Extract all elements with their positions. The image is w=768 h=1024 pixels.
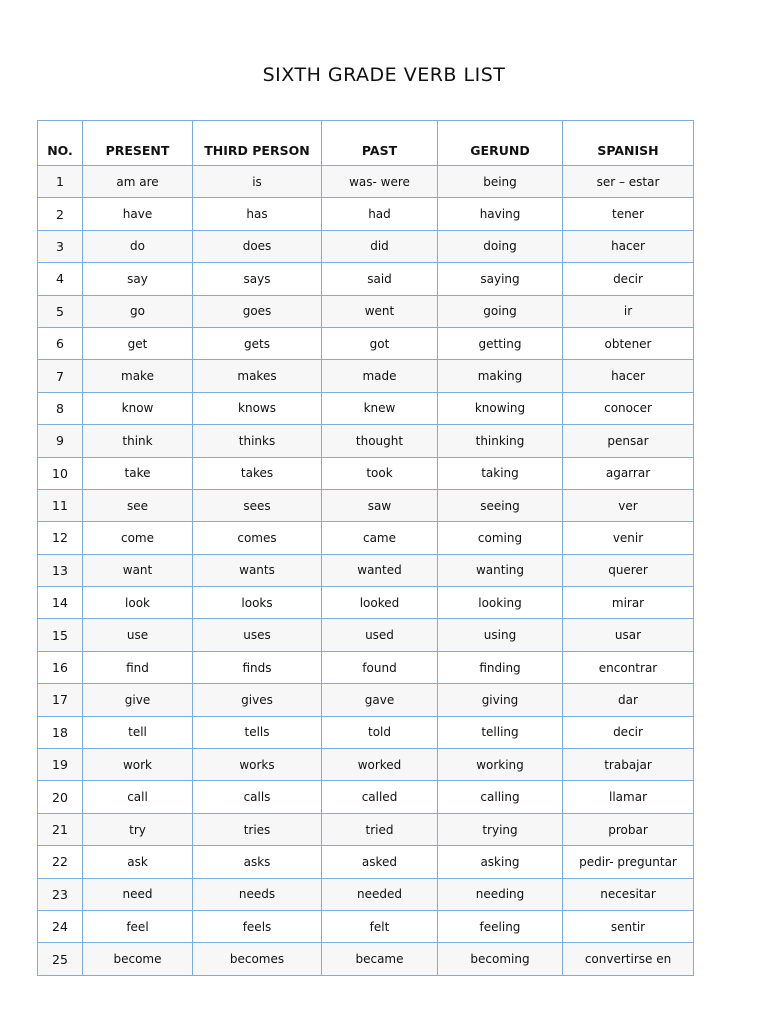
table-row	[38, 878, 694, 910]
cell-gerund: finding	[438, 651, 563, 683]
table-row	[38, 651, 694, 683]
verb-table	[37, 120, 694, 976]
cell-third-person: feels	[193, 910, 322, 942]
cell-past: knew	[322, 392, 438, 424]
cell-present: think	[83, 425, 193, 457]
table-row	[38, 360, 694, 392]
cell-spanish: trabajar	[563, 749, 694, 781]
cell-third-person: asks	[193, 846, 322, 878]
cell-gerund: telling	[438, 716, 563, 748]
cell-gerund: taking	[438, 457, 563, 489]
cell-spanish: mirar	[563, 587, 694, 619]
cell-present: make	[83, 360, 193, 392]
cell-gerund: being	[438, 166, 563, 198]
header-past: PAST	[322, 121, 438, 166]
cell-gerund: trying	[438, 813, 563, 845]
table-row	[38, 489, 694, 521]
cell-past: got	[322, 327, 438, 359]
cell-gerund: coming	[438, 522, 563, 554]
cell-past: used	[322, 619, 438, 651]
cell-gerund: knowing	[438, 392, 563, 424]
table-row	[38, 295, 694, 327]
cell-spanish: ir	[563, 295, 694, 327]
cell-number: 20	[38, 781, 83, 813]
table-row	[38, 716, 694, 748]
cell-third-person: comes	[193, 522, 322, 554]
header-present: PRESENT	[83, 121, 193, 166]
cell-number: 10	[38, 457, 83, 489]
cell-past: gave	[322, 684, 438, 716]
cell-present: want	[83, 554, 193, 586]
cell-spanish: pensar	[563, 425, 694, 457]
cell-past: felt	[322, 910, 438, 942]
cell-present: call	[83, 781, 193, 813]
cell-past: worked	[322, 749, 438, 781]
cell-present: work	[83, 749, 193, 781]
cell-past: said	[322, 263, 438, 295]
cell-third-person: works	[193, 749, 322, 781]
table-row	[38, 554, 694, 586]
cell-gerund: using	[438, 619, 563, 651]
cell-past: wanted	[322, 554, 438, 586]
cell-gerund: having	[438, 198, 563, 230]
cell-gerund: wanting	[438, 554, 563, 586]
cell-number: 23	[38, 878, 83, 910]
cell-spanish: necesitar	[563, 878, 694, 910]
cell-present: have	[83, 198, 193, 230]
cell-third-person: needs	[193, 878, 322, 910]
cell-gerund: giving	[438, 684, 563, 716]
cell-third-person: has	[193, 198, 322, 230]
cell-spanish: probar	[563, 813, 694, 845]
cell-spanish: obtener	[563, 327, 694, 359]
cell-spanish: ver	[563, 489, 694, 521]
cell-spanish: llamar	[563, 781, 694, 813]
cell-number: 21	[38, 813, 83, 845]
table-row	[38, 587, 694, 619]
cell-third-person: looks	[193, 587, 322, 619]
table-row	[38, 230, 694, 262]
cell-gerund: asking	[438, 846, 563, 878]
cell-present: take	[83, 457, 193, 489]
cell-third-person: tells	[193, 716, 322, 748]
cell-number: 13	[38, 554, 83, 586]
cell-present: get	[83, 327, 193, 359]
cell-spanish: hacer	[563, 230, 694, 262]
cell-gerund: needing	[438, 878, 563, 910]
cell-present: look	[83, 587, 193, 619]
cell-third-person: thinks	[193, 425, 322, 457]
cell-past: did	[322, 230, 438, 262]
cell-present: am are	[83, 166, 193, 198]
cell-present: come	[83, 522, 193, 554]
cell-gerund: seeing	[438, 489, 563, 521]
cell-past: needed	[322, 878, 438, 910]
cell-number: 16	[38, 651, 83, 683]
cell-past: came	[322, 522, 438, 554]
header-spanish: SPANISH	[563, 121, 694, 166]
table-row	[38, 749, 694, 781]
cell-third-person: does	[193, 230, 322, 262]
table-row	[38, 781, 694, 813]
cell-spanish: decir	[563, 716, 694, 748]
cell-third-person: wants	[193, 554, 322, 586]
cell-gerund: making	[438, 360, 563, 392]
cell-spanish: convertirse en	[563, 943, 694, 975]
cell-number: 15	[38, 619, 83, 651]
cell-spanish: tener	[563, 198, 694, 230]
cell-third-person: calls	[193, 781, 322, 813]
cell-number: 17	[38, 684, 83, 716]
cell-present: do	[83, 230, 193, 262]
table-row	[38, 522, 694, 554]
cell-gerund: feeling	[438, 910, 563, 942]
cell-past: had	[322, 198, 438, 230]
cell-present: see	[83, 489, 193, 521]
table-row	[38, 684, 694, 716]
cell-number: 24	[38, 910, 83, 942]
cell-present: try	[83, 813, 193, 845]
cell-number: 12	[38, 522, 83, 554]
cell-gerund: thinking	[438, 425, 563, 457]
cell-past: was- were	[322, 166, 438, 198]
cell-third-person: gets	[193, 327, 322, 359]
cell-present: find	[83, 651, 193, 683]
cell-present: become	[83, 943, 193, 975]
cell-number: 6	[38, 327, 83, 359]
cell-spanish: usar	[563, 619, 694, 651]
cell-third-person: uses	[193, 619, 322, 651]
cell-present: ask	[83, 846, 193, 878]
cell-third-person: becomes	[193, 943, 322, 975]
cell-gerund: getting	[438, 327, 563, 359]
cell-gerund: saying	[438, 263, 563, 295]
cell-number: 19	[38, 749, 83, 781]
table-row	[38, 943, 694, 975]
cell-present: give	[83, 684, 193, 716]
table-row	[38, 813, 694, 845]
cell-third-person: is	[193, 166, 322, 198]
verb-table-header	[38, 121, 694, 166]
table-row	[38, 198, 694, 230]
header-no: NO.	[38, 121, 83, 166]
cell-present: need	[83, 878, 193, 910]
cell-past: tried	[322, 813, 438, 845]
cell-number: 4	[38, 263, 83, 295]
cell-third-person: takes	[193, 457, 322, 489]
table-row	[38, 619, 694, 651]
cell-spanish: querer	[563, 554, 694, 586]
header-third-person: THIRD PERSON	[193, 121, 322, 166]
table-row	[38, 263, 694, 295]
cell-present: feel	[83, 910, 193, 942]
cell-third-person: sees	[193, 489, 322, 521]
cell-past: became	[322, 943, 438, 975]
table-row	[38, 846, 694, 878]
cell-past: asked	[322, 846, 438, 878]
header-row	[38, 121, 694, 166]
verb-table-body	[38, 166, 694, 976]
cell-third-person: gives	[193, 684, 322, 716]
cell-third-person: makes	[193, 360, 322, 392]
cell-present: know	[83, 392, 193, 424]
cell-number: 14	[38, 587, 83, 619]
cell-gerund: looking	[438, 587, 563, 619]
table-row	[38, 425, 694, 457]
table-row	[38, 910, 694, 942]
cell-gerund: calling	[438, 781, 563, 813]
table-row	[38, 166, 694, 198]
cell-number: 25	[38, 943, 83, 975]
cell-number: 9	[38, 425, 83, 457]
cell-spanish: encontrar	[563, 651, 694, 683]
cell-present: go	[83, 295, 193, 327]
cell-number: 3	[38, 230, 83, 262]
cell-past: took	[322, 457, 438, 489]
table-row	[38, 327, 694, 359]
cell-present: use	[83, 619, 193, 651]
header-gerund: GERUND	[438, 121, 563, 166]
cell-spanish: sentir	[563, 910, 694, 942]
cell-past: went	[322, 295, 438, 327]
cell-number: 22	[38, 846, 83, 878]
cell-spanish: hacer	[563, 360, 694, 392]
cell-spanish: pedir- preguntar	[563, 846, 694, 878]
cell-number: 5	[38, 295, 83, 327]
cell-past: saw	[322, 489, 438, 521]
cell-past: looked	[322, 587, 438, 619]
cell-spanish: dar	[563, 684, 694, 716]
cell-number: 2	[38, 198, 83, 230]
cell-spanish: venir	[563, 522, 694, 554]
cell-past: found	[322, 651, 438, 683]
cell-present: tell	[83, 716, 193, 748]
document-title: SIXTH GRADE VERB LIST	[262, 64, 506, 86]
cell-third-person: finds	[193, 651, 322, 683]
cell-spanish: decir	[563, 263, 694, 295]
cell-number: 18	[38, 716, 83, 748]
cell-number: 8	[38, 392, 83, 424]
cell-present: say	[83, 263, 193, 295]
cell-past: thought	[322, 425, 438, 457]
cell-third-person: says	[193, 263, 322, 295]
cell-spanish: ser – estar	[563, 166, 694, 198]
table-row	[38, 392, 694, 424]
cell-number: 1	[38, 166, 83, 198]
cell-spanish: conocer	[563, 392, 694, 424]
cell-past: called	[322, 781, 438, 813]
cell-past: told	[322, 716, 438, 748]
cell-third-person: knows	[193, 392, 322, 424]
cell-gerund: becoming	[438, 943, 563, 975]
cell-third-person: tries	[193, 813, 322, 845]
cell-gerund: doing	[438, 230, 563, 262]
table-row	[38, 457, 694, 489]
cell-gerund: working	[438, 749, 563, 781]
cell-third-person: goes	[193, 295, 322, 327]
cell-number: 7	[38, 360, 83, 392]
cell-gerund: going	[438, 295, 563, 327]
cell-number: 11	[38, 489, 83, 521]
cell-spanish: agarrar	[563, 457, 694, 489]
cell-past: made	[322, 360, 438, 392]
